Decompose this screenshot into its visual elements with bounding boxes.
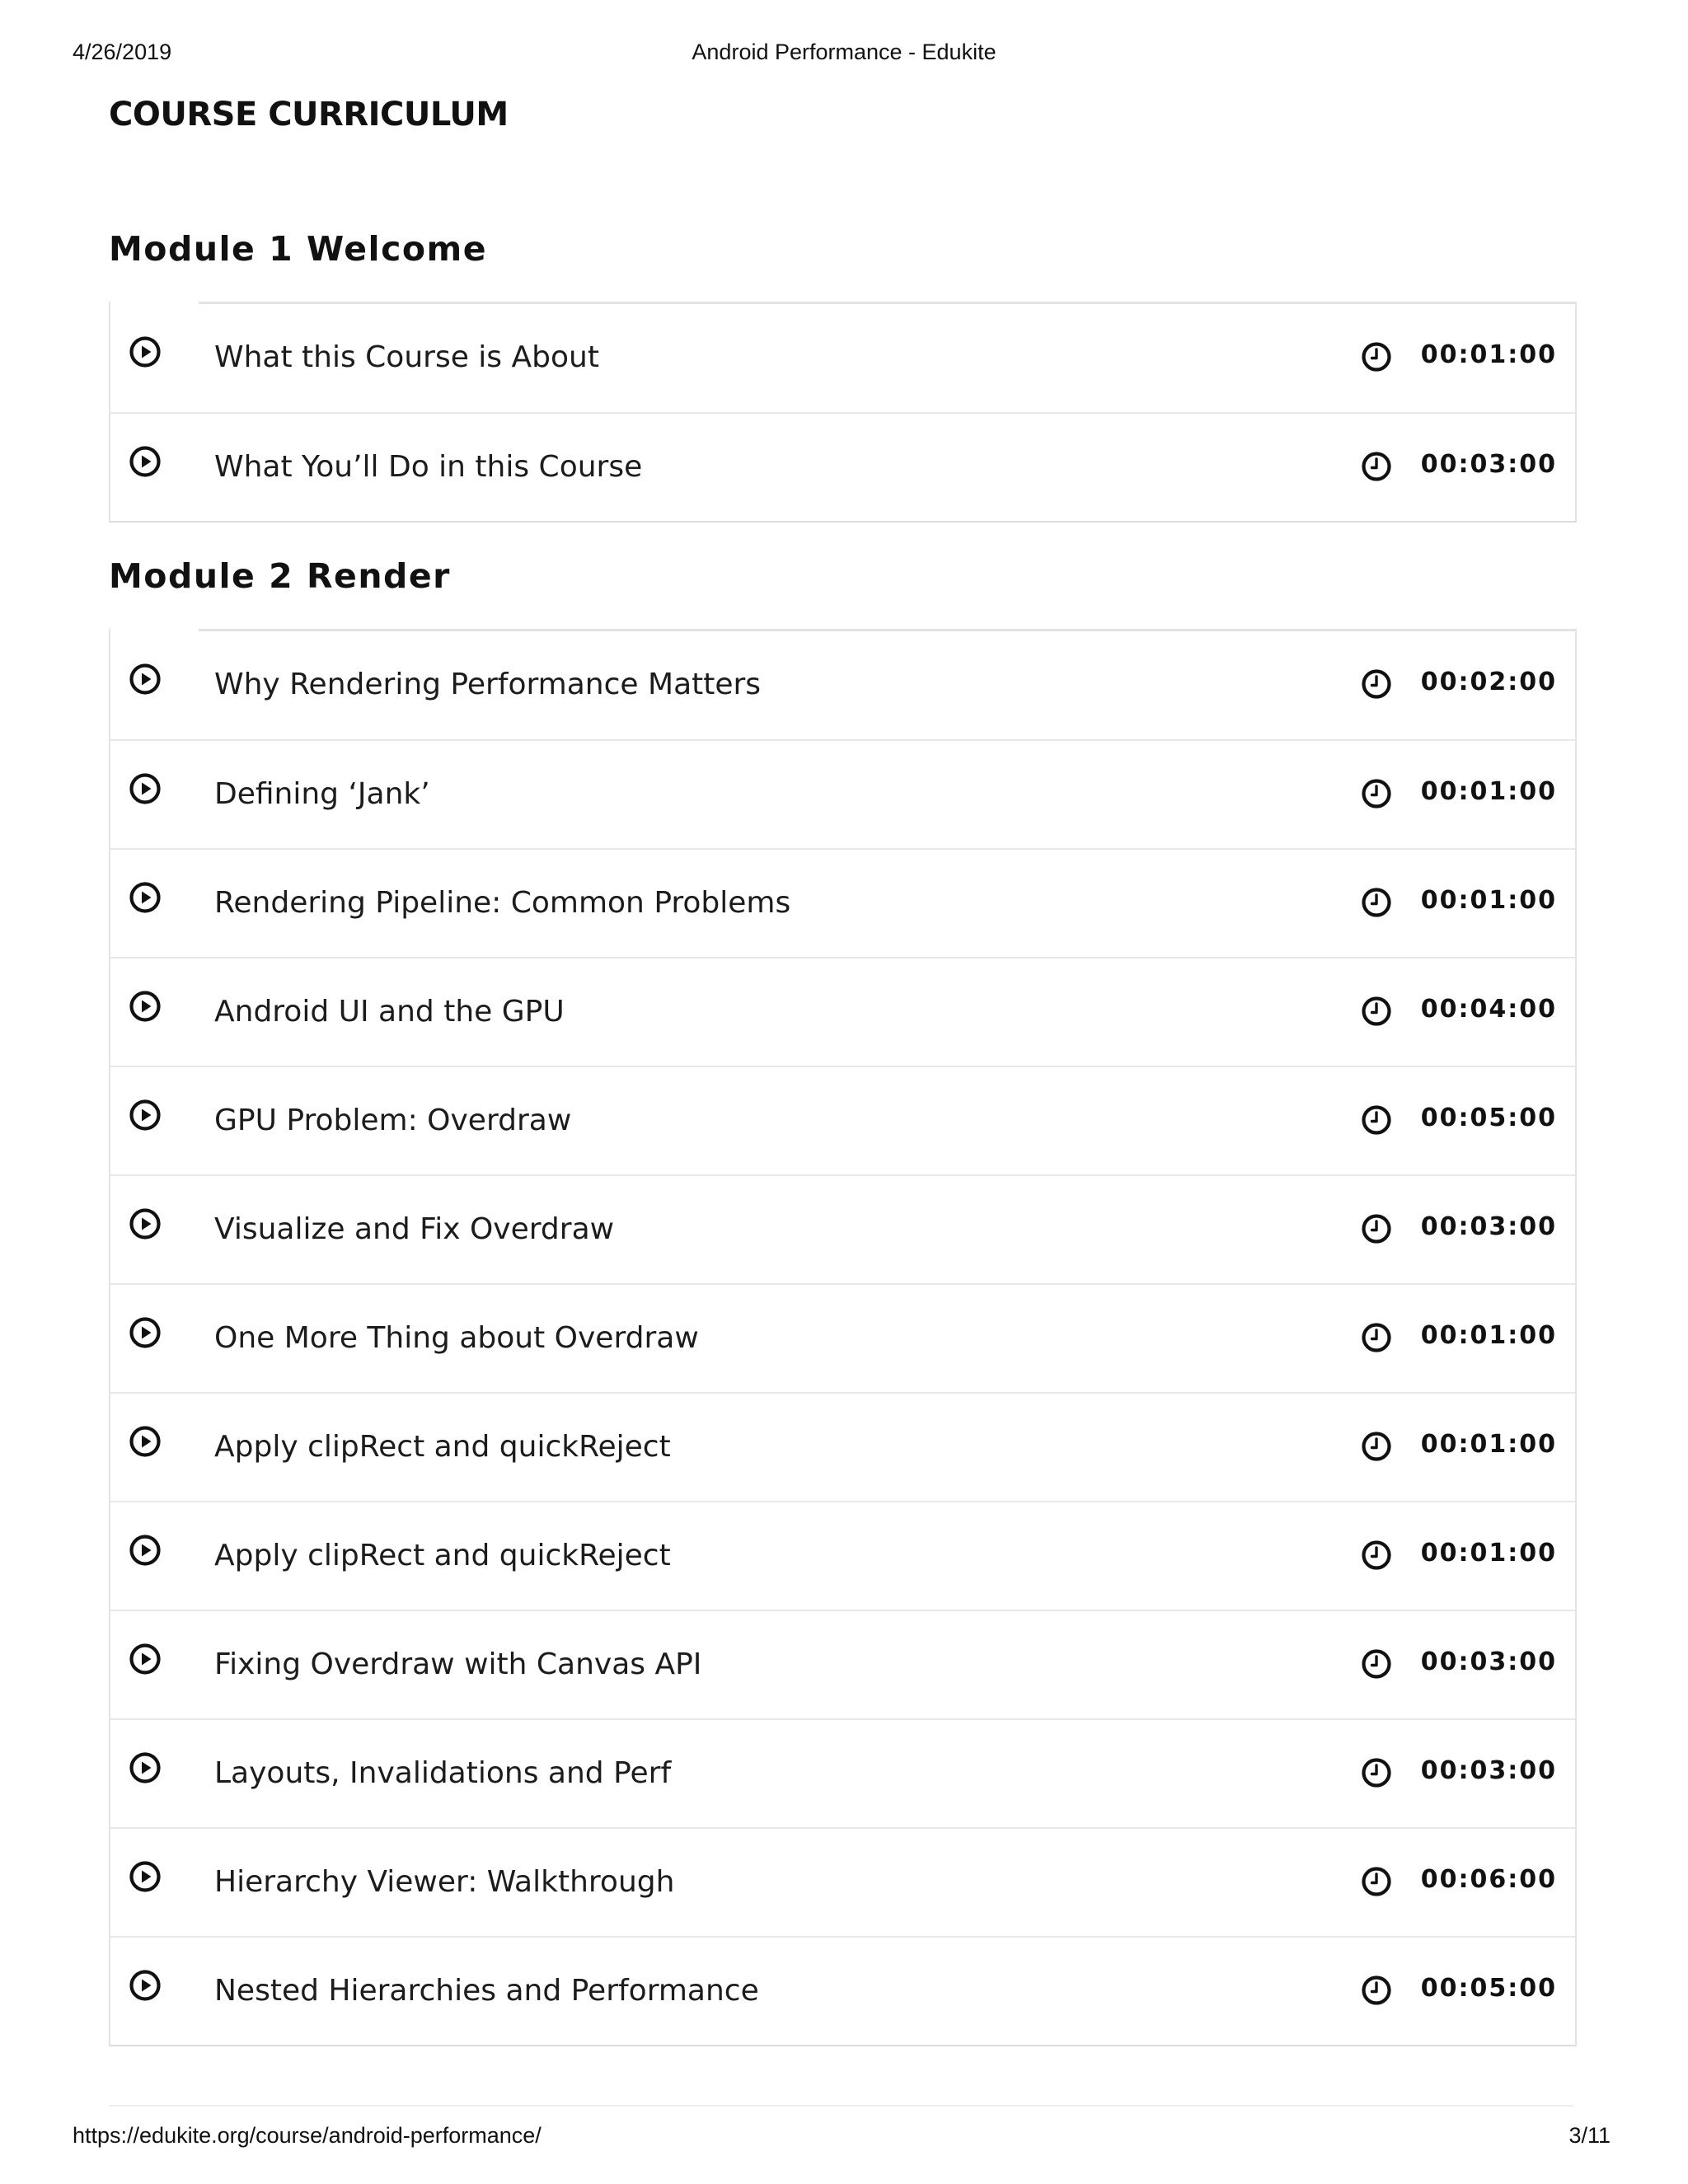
play-circle-icon[interactable] (129, 1534, 162, 1567)
lesson-row-m2-7[interactable] (110, 1283, 1575, 1392)
print-page-number: 3/11 (1568, 2123, 1611, 2148)
lesson-row-m2-1[interactable] (110, 631, 1575, 739)
lesson-duration: 00:04:00 (1420, 995, 1557, 1024)
lesson-title[interactable]: Android UI and the GPU (214, 995, 565, 1029)
lesson-title[interactable]: Why Rendering Performance Matters (214, 668, 762, 701)
lesson-duration: 00:01:00 (1420, 1430, 1557, 1459)
clock-icon (1361, 1322, 1392, 1353)
clock-icon (1361, 1975, 1392, 2006)
clock-icon (1361, 996, 1392, 1027)
play-circle-icon[interactable] (129, 881, 162, 914)
lesson-title[interactable]: What You’ll Do in this Course (214, 450, 643, 484)
play-circle-icon[interactable] (129, 663, 162, 696)
print-header (0, 40, 1688, 68)
print-page-title: Android Performance - Edukite (692, 40, 996, 64)
lesson-row-m2-9[interactable] (110, 1501, 1575, 1610)
clock-icon (1361, 1648, 1392, 1680)
module-1-title: Module 1 Welcome (109, 229, 488, 269)
play-circle-icon[interactable] (129, 1099, 162, 1132)
lesson-duration: 00:01:00 (1420, 777, 1557, 806)
content-divider (109, 2105, 1573, 2107)
lesson-title[interactable]: Apply clipRect and quickReject (214, 1430, 671, 1464)
module-2-lesson-list (109, 629, 1577, 2046)
play-circle-icon[interactable] (129, 1860, 162, 1893)
print-footer (0, 2123, 1688, 2151)
lesson-duration: 00:01:00 (1420, 1321, 1557, 1350)
lesson-title[interactable]: Layouts, Invalidations and Perf (214, 1756, 672, 1790)
clock-icon (1361, 1104, 1392, 1136)
print-date: 4/26/2019 (73, 40, 172, 64)
lesson-duration: 00:03:00 (1420, 450, 1557, 479)
lesson-title[interactable]: Visualize and Fix Overdraw (214, 1212, 615, 1246)
lesson-title[interactable]: GPU Problem: Overdraw (214, 1104, 572, 1137)
lesson-title[interactable]: Fixing Overdraw with Canvas API (214, 1647, 702, 1681)
lesson-title[interactable]: Nested Hierarchies and Performance (214, 1974, 759, 2008)
lesson-title[interactable]: Defining ‘Jank’ (214, 777, 430, 811)
lesson-row-m2-13[interactable] (110, 1936, 1575, 2045)
lesson-title[interactable]: Hierarchy Viewer: Walkthrough (214, 1865, 675, 1899)
print-url: https://edukite.org/course/android-performance/ (73, 2123, 542, 2148)
clock-icon (1361, 1431, 1392, 1462)
lesson-duration: 00:03:00 (1420, 1647, 1557, 1676)
lesson-title[interactable]: Rendering Pipeline: Common Problems (214, 886, 791, 920)
course-curriculum-heading: COURSE CURRICULUM (109, 96, 509, 134)
lesson-duration: 00:03:00 (1420, 1212, 1557, 1241)
lesson-duration: 00:06:00 (1420, 1865, 1557, 1894)
play-circle-icon[interactable] (129, 1207, 162, 1240)
play-circle-icon[interactable] (129, 445, 162, 478)
clock-icon (1361, 778, 1392, 809)
lesson-row-m1-2[interactable] (110, 412, 1575, 521)
play-circle-icon[interactable] (129, 1425, 162, 1458)
clock-icon (1361, 341, 1392, 373)
clock-icon (1361, 1866, 1392, 1897)
module-1-lesson-list (109, 302, 1577, 523)
lesson-row-m2-4[interactable] (110, 957, 1575, 1066)
lesson-row-m2-6[interactable] (110, 1174, 1575, 1283)
clock-icon (1361, 451, 1392, 482)
play-circle-icon[interactable] (129, 335, 162, 368)
lesson-duration: 00:01:00 (1420, 1539, 1557, 1568)
lesson-row-m1-1[interactable] (110, 304, 1575, 412)
lesson-row-m2-3[interactable] (110, 848, 1575, 957)
module-2-title: Module 2 Render (109, 556, 451, 596)
play-circle-icon[interactable] (129, 772, 162, 805)
lesson-title[interactable]: What this Course is About (214, 340, 599, 374)
lesson-row-m2-5[interactable] (110, 1066, 1575, 1174)
clock-icon (1361, 1213, 1392, 1244)
clock-icon (1361, 1757, 1392, 1788)
clock-icon (1361, 887, 1392, 918)
lesson-duration: 00:05:00 (1420, 1104, 1557, 1132)
lesson-row-m2-10[interactable] (110, 1610, 1575, 1718)
lesson-row-m2-11[interactable] (110, 1718, 1575, 1827)
clock-icon (1361, 1540, 1392, 1571)
lesson-row-m2-2[interactable] (110, 739, 1575, 848)
play-circle-icon[interactable] (129, 1969, 162, 2002)
play-circle-icon[interactable] (129, 1643, 162, 1675)
lesson-duration: 00:02:00 (1420, 668, 1557, 696)
lesson-row-m2-8[interactable] (110, 1392, 1575, 1501)
lesson-duration: 00:03:00 (1420, 1756, 1557, 1785)
play-circle-icon[interactable] (129, 1316, 162, 1349)
lesson-duration: 00:01:00 (1420, 886, 1557, 915)
play-circle-icon[interactable] (129, 990, 162, 1023)
play-circle-icon[interactable] (129, 1751, 162, 1784)
lesson-row-m2-12[interactable] (110, 1827, 1575, 1936)
lesson-title[interactable]: One More Thing about Overdraw (214, 1321, 699, 1355)
lesson-duration: 00:05:00 (1420, 1974, 1557, 2003)
clock-icon (1361, 668, 1392, 700)
lesson-title[interactable]: Apply clipRect and quickReject (214, 1539, 671, 1572)
lesson-duration: 00:01:00 (1420, 340, 1557, 369)
